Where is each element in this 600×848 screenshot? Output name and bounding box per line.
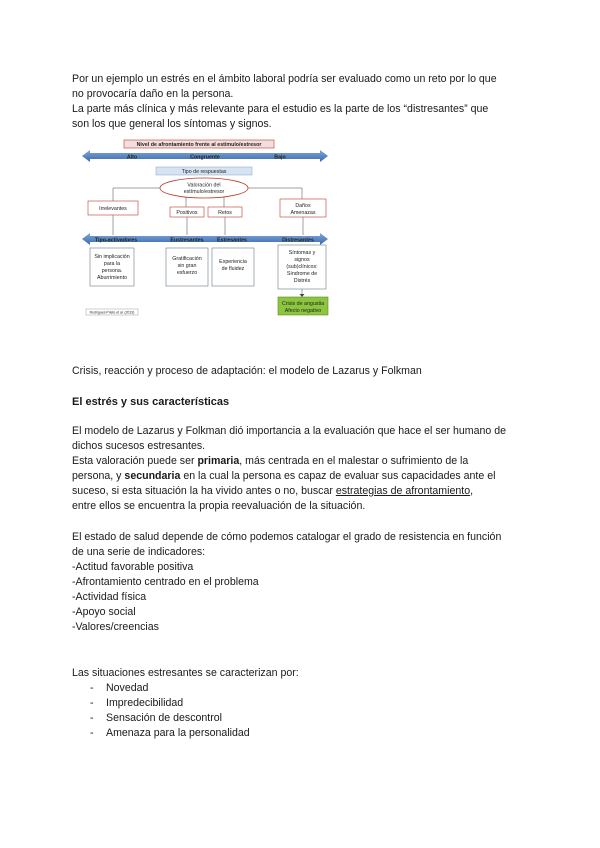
para1-line-1: El modelo de Lazarus y Folkman dió importancia a la evaluación que hace el ser humano de (72, 425, 507, 437)
intro-line-2: no provocaría daño en la persona. (72, 88, 234, 100)
indicator-item: -Apoyo social (72, 606, 136, 618)
box2-line-2: sin gran (177, 263, 197, 269)
para1-line-4a: persona, y (72, 470, 125, 482)
diagram-svg (80, 135, 340, 320)
box3-line-2: de fluidez (221, 266, 245, 272)
crisis-line-1: Crisis de angustia (281, 301, 325, 307)
coping-strategies-term: estrategias de afrontamiento (335, 485, 471, 497)
indicator-item: -Actividad física (72, 591, 147, 603)
level-high-label: Bajo (274, 154, 286, 161)
list-item-text: Amenaza para la personalidad (106, 727, 250, 739)
indicator-item: -Valores/creencias (72, 621, 159, 633)
connector-harm (248, 188, 302, 199)
primary-term: primaria (197, 455, 240, 467)
arrowhead-crisis (300, 294, 305, 297)
crisis-line-2: Afecto negativo (284, 308, 322, 314)
intro-line-1: Por un ejemplo un estrés en el ámbito laboral podría ser evaluado como un reto por lo que (72, 73, 497, 85)
box3-line-1: Experiencia (219, 259, 247, 265)
para1-line-2: dichos sucesos estresantes. (72, 440, 206, 452)
para1-line-5c: , (470, 485, 474, 497)
challenges-text: Retos (218, 210, 232, 216)
para2-line-2: de una serie de indicadores: (72, 546, 206, 558)
evaluation-line-1: Valoración del (187, 182, 221, 189)
para3-intro: Las situaciones estresantes se caracterizan por: (72, 667, 299, 679)
harm-line-1: Daños (295, 203, 311, 209)
box1-line-2: para la (103, 261, 121, 267)
level-low-label: Alto (126, 154, 138, 161)
list-item-text: Novedad (106, 682, 149, 694)
document-page: Por un ejemplo un estrés en el ámbito laboral podría ser evaluado como un reto por lo que no provocaría daño en la persona. La parte más clínica y más relevante para el estudio es la parte de los “distresantes” que son los que general los síntomas y signos. Nivel de afrontamiento frente al estímulo/estresor Alto Congruente Bajo Tipo de respuestas Valoración del estímulo/estresor Irrelevantes Positivos Retos Daños Amenazas Tipo-activadores Eustresantes Estresantes Distresantes Sin implicación para la persona. Aburrimiento Gratificación sin gran esfuerzo Experiencia de fluidez Síntomas y signos (sub)clínicos: Síndrome de Distrés Crisis de angustia Afecto negativo Rodríguez-Prieto et al. (2013) Crisis, reacción y proceso de adaptación: el modelo de Lazarus y Folkman El estrés y sus características El modelo de Lazarus y Folkman dió importancia a la evaluación que hace el ser humano de dichos sucesos estresantes. Esta valoración puede ser primaria, más centrada en el malestar o sufrimiento de la persona, y secundaria en la cual la persona es capaz de evaluar sus capacidades ante el suceso, si esta situación la ha vivido antes o no, buscar estrategias de afrontamiento, entre ellos se encuentra la propia reevaluación de la situación. El estado de salud depende de cómo podemos catalogar el grado de resistencia en función de una serie de indicadores: -Actitud favorable positiva -Afrontamiento centrado en el problema -Actividad física -Apoyo social -Valores/creencias Las situaciones estresantes se caracterizan por: - Novedad - Impredecibilidad - Sensación de descontrol - Amenaza para la personalidad (0, 0, 600, 848)
indicator-item: -Actitud favorable positiva (72, 561, 194, 573)
indicator-item: -Afrontamiento centrado en el problema (72, 576, 259, 588)
para1-line-4 (72, 469, 542, 484)
intro-line-3: La parte más clínica y más relevante para el estudio es la parte de los “distresantes” que (72, 103, 489, 115)
box4-line-4: Síndrome de (286, 271, 318, 277)
stress-type-3: Estresantes (216, 237, 248, 244)
positive-text: Positivos (176, 210, 198, 216)
para1-line-3a: Esta valoración puede ser (72, 455, 198, 467)
box1-line-3: persona. (101, 268, 123, 274)
connector-irrelevant (113, 188, 160, 201)
stress-type-1: Tipo-activadores (94, 237, 138, 244)
para1-line-5 (72, 484, 542, 499)
level-title-text: Nivel de afrontamiento frente al estímulo/estresor (136, 142, 262, 148)
box4-line-1: Síntomas y (288, 250, 316, 256)
stress-type-4: Distresantes (282, 237, 314, 244)
secondary-term: secundaria (124, 470, 181, 482)
box2-line-3: esfuerzo (176, 270, 198, 276)
box4-line-3: (sub)clínicos: (286, 264, 318, 270)
para1-line-5a: suceso, si esta situación la ha vivido antes o no, buscar (72, 485, 336, 497)
box1-line-1: Sin implicación (94, 254, 130, 260)
para1-line-6: entre ellos se encuentra la propia reevaluación de la situación. (72, 500, 366, 512)
para1-line-4c: en la cual la persona es capaz de evaluar sus capacidades ante el (180, 470, 496, 482)
level-mid-label: Congruente (190, 154, 220, 161)
box2-line-1: Gratificación (172, 256, 202, 262)
intro-line-4: son los que general los síntomas y signos. (72, 118, 272, 130)
evaluation-line-2: estímulo/estresor (183, 189, 225, 195)
source-label-text: Rodríguez-Prieto et al. (2013) (89, 310, 135, 315)
box1-line-4: Aburrimiento (96, 275, 128, 281)
box4-line-5: Distrés (293, 278, 311, 284)
para2-line-1: El estado de salud depende de cómo podemos catalogar el grado de resistencia en función (72, 531, 502, 543)
para1-line-3c: , más centrada en el malestar o sufrimiento de la (239, 455, 469, 467)
stress-model-diagram (80, 135, 340, 320)
response-type-text: Tipo de respuestas (181, 169, 227, 175)
section-title: El estrés y sus características (72, 396, 230, 408)
list-item-text: Sensación de descontrol (106, 712, 223, 724)
diagram-caption: Crisis, reacción y proceso de adaptación: el modelo de Lazarus y Folkman (72, 365, 422, 377)
harm-line-2: Amenazas (290, 210, 316, 216)
stress-type-2: Eustresantes (170, 237, 204, 244)
para1-line-3 (72, 454, 542, 469)
list-item-text: Impredecibilidad (106, 697, 184, 709)
box4-line-2: signos (294, 257, 310, 263)
irrelevant-text: Irrelevantes (99, 206, 127, 212)
